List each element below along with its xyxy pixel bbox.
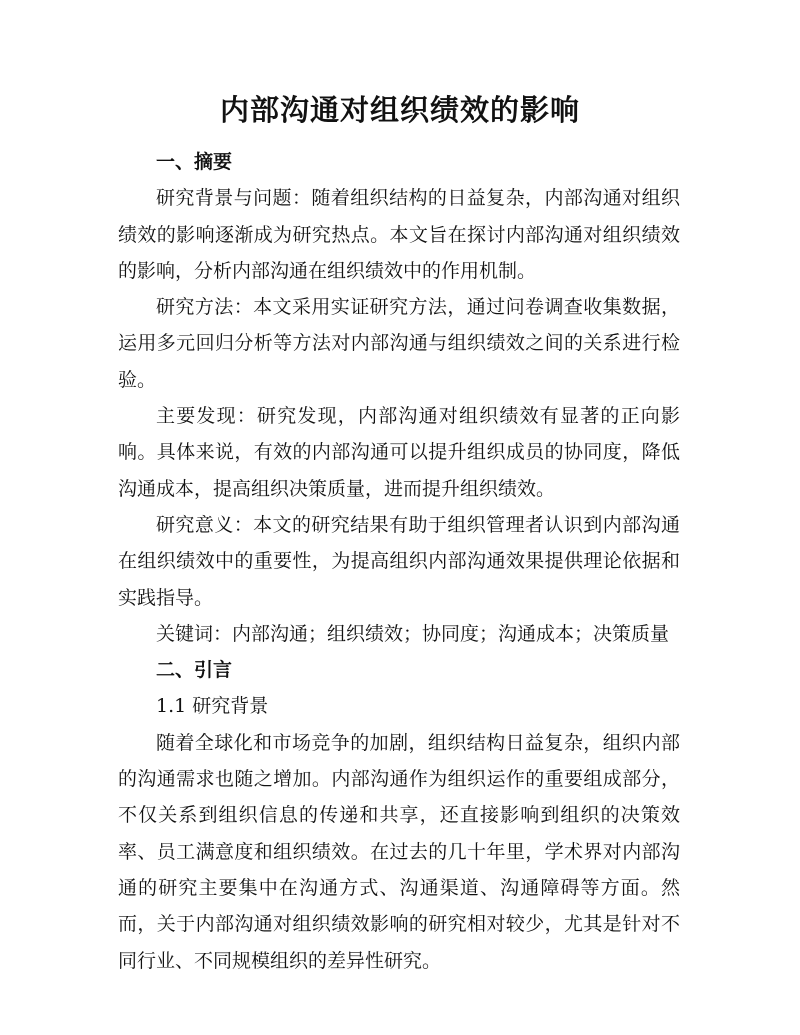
subsection-heading-research-background: 1.1 研究背景 [156, 695, 269, 718]
abstract-background-paragraph: 研究背景与问题：随着组织结构的日益复杂，内部沟通对组织绩效的影响逐渐成为研究热点。本文旨在探讨内部沟通对组织绩效的影响，分析内部沟通在组织绩效中的作用机制。 [118, 187, 680, 282]
section-heading-introduction: 二、引言 [156, 659, 233, 682]
section-heading-abstract: 一、摘要 [156, 151, 233, 173]
abstract-findings-paragraph: 主要发现：研究发现，内部沟通对组织绩效有显著的正向影响。具体来说，有效的内部沟通可以提升组织成员的协同度，降低沟通成本，提高组织决策质量，进而提升组织绩效。 [118, 405, 680, 500]
research-background-paragraph: 随着全球化和市场竞争的加剧，组织结构日益复杂，组织内部的沟通需求也随之增加。内部沟通作为组织运作的重要组成部分，不仅关系到组织信息的传递和共享，还直接影响到组织的决策效率、员工满意度和组织绩效。在过去的几十年里，学术界对内部沟通的研究主要集中在沟通方式、沟通渠道、沟通障碍等方面。然而，关于内部沟通对组织绩效影响的研究相对较少，尤其是针对不同行业、不同规模组织的差异性研究。 [118, 731, 680, 972]
document-title: 内部沟通对组织绩效的影响 [219, 93, 580, 127]
abstract-method-paragraph: 研究方法：本文采用实证研究方法，通过问卷调查收集数据，运用多元回归分析等方法对内部沟通与组织绩效之间的关系进行检验。 [118, 296, 680, 391]
abstract-significance-paragraph: 研究意义：本文的研究结果有助于组织管理者认识到内部沟通在组织绩效中的重要性，为提高组织内部沟通效果提供理论依据和实践指导。 [118, 513, 680, 609]
document-body [118, 144, 680, 979]
keywords-line: 关键词：内部沟通；组织绩效；协同度；沟通成本；决策质量 [156, 622, 670, 645]
